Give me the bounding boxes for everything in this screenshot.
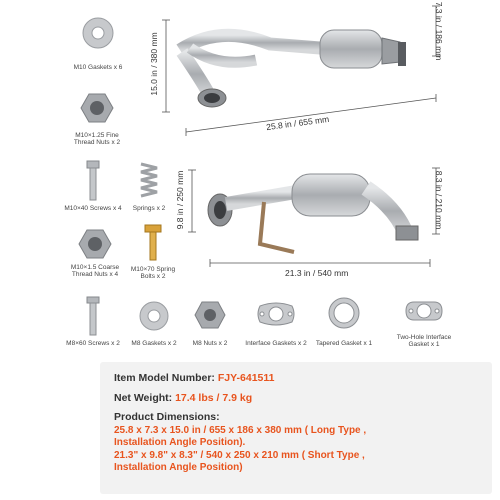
part-label: M10 Gaskets x 6: [73, 64, 123, 71]
part-two-hole-gasket: [382, 294, 466, 349]
part-m8-gaskets: [124, 300, 184, 347]
product-dimensions-label: Product Dimensions:: [114, 411, 220, 424]
ring-gasket-icon: [327, 296, 361, 330]
part-m8-nuts: [182, 300, 238, 347]
product-info-panel: [100, 362, 492, 494]
model-number-label: Item Model Number:: [114, 372, 215, 384]
part-label: Interface Gaskets x 2: [245, 340, 307, 347]
long-height-dimension: 15.0 in / 380 mm: [149, 32, 159, 96]
part-label: Tapered Gasket x 1: [315, 340, 373, 347]
part-tapered-gasket: [308, 296, 380, 347]
short-length-dimension: 21.3 in / 540 mm: [285, 268, 349, 278]
part-label: M10×70 Spring Bolts x 2: [130, 266, 176, 281]
part-label: M8 Gaskets x 2: [131, 340, 177, 347]
hex-nut-icon: [194, 300, 226, 330]
dimensions-line: Installation Angle Position).: [114, 437, 246, 449]
net-weight-value: 17.4 lbs / 7.9 kg: [175, 391, 253, 404]
net-weight-label: Net Weight:: [114, 391, 173, 404]
part-m8x60-screws: [60, 296, 126, 347]
dimensions-line: Installation Angle Position): [114, 462, 243, 474]
part-label: M10×1.5 Coarse Thread Nuts x 4: [70, 264, 120, 279]
long-length-dimension: 25.8 in / 655 mm: [265, 113, 330, 133]
gasket-icon: [256, 300, 296, 328]
net-weight-row: [114, 392, 478, 406]
dimensions-line: 21.3" x 9.8" x 8.3" / 540 x 250 x 210 mm ( Short Type ,: [114, 449, 365, 461]
part-label: Two-Hole Interface Gasket x 1: [396, 334, 452, 349]
long-width-dimension: 7.3 in / 186 mm: [434, 1, 444, 61]
dimensions-line: 25.8 x 7.3 x 15.0 in / 655 x 186 x 380 mm ( Long Type ,: [114, 424, 367, 436]
model-number-value: FJY-641511: [217, 372, 275, 384]
short-height-dimension: 9.8 in / 250 mm: [175, 170, 185, 230]
part-label: Springs x 2: [132, 205, 166, 212]
screw-icon: [85, 296, 101, 336]
part-interface-gaskets: [236, 300, 316, 347]
part-label: M8×60 Screws x 2: [66, 340, 120, 347]
part-label: M10×40 Screws x 4: [64, 205, 122, 212]
part-label: M8 Nuts x 2: [192, 340, 228, 347]
model-number-row: [114, 372, 478, 386]
washer-icon: [138, 300, 170, 332]
short-width-dimension: 8.3 in / 210 mm: [434, 170, 444, 230]
part-label: M10×1.25 Fine Thread Nuts x 2: [73, 132, 121, 147]
